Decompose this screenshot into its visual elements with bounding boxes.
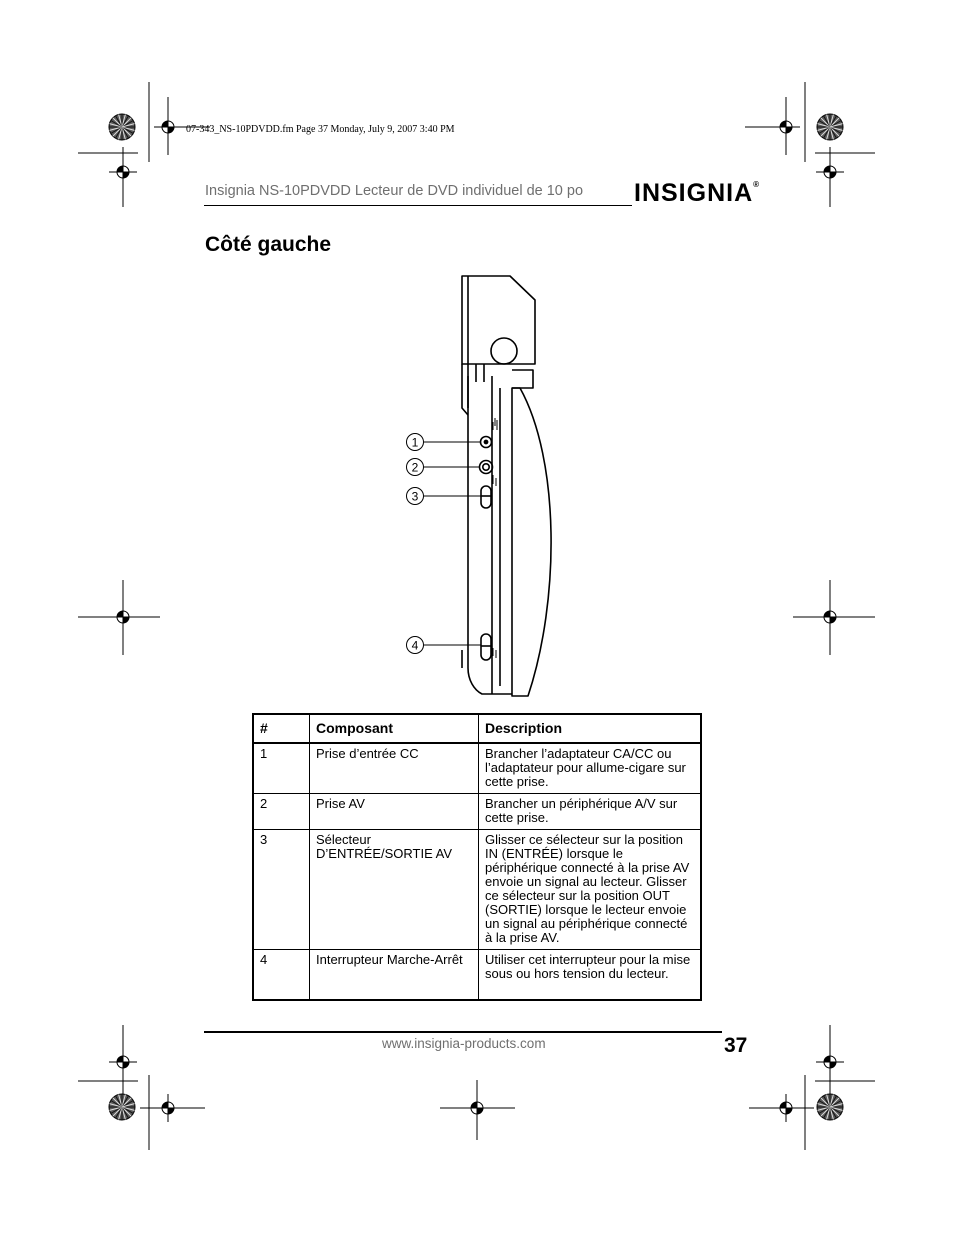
callout-2: 2 xyxy=(411,460,419,475)
callout-1: 1 xyxy=(411,435,419,450)
cell-description: Utiliser cet interrupteur pour la mise sous ou hors tension du lecteur. xyxy=(479,950,702,1000)
cell-component: Sélecteur D’ENTRÉE/SORTIE AV xyxy=(310,830,479,950)
footer-rule xyxy=(204,1031,722,1033)
column-header-description: Description xyxy=(479,714,702,743)
cell-number: 4 xyxy=(253,950,310,1000)
cell-description: Brancher l’adaptateur CA/CC ou l’adaptateur pour allume-cigare sur cette prise. xyxy=(479,743,702,794)
running-header: Insignia NS-10PDVDD Lecteur de DVD individuel de 10 po xyxy=(205,183,584,199)
components-table xyxy=(252,713,702,1001)
cell-component: Prise AV xyxy=(310,794,479,830)
device-left-side-illustration xyxy=(400,270,560,700)
file-info-line: 07-343_NS-10PDVDD.fm Page 37 Monday, July 9, 2007 3:40 PM xyxy=(186,124,455,135)
cell-number: 3 xyxy=(253,830,310,950)
column-header-component: Composant xyxy=(310,714,479,743)
page-number: 37 xyxy=(724,1034,748,1057)
cell-description: Glisser ce sélecteur sur la position IN (ENTRÉE) lorsque le périphérique connecté à la prise AV envoie un signal au lecteur. Glisser ce sélecteur sur la position OUT (SORTIE) lorsque le lecteur envoie un signal au périphérique connecté à la prise AV. xyxy=(479,830,702,950)
table-row xyxy=(253,950,701,1000)
cell-number: 1 xyxy=(253,743,310,794)
column-header-number: # xyxy=(253,714,310,743)
callout-4: 4 xyxy=(411,638,419,653)
table-row xyxy=(253,743,701,794)
table-row xyxy=(253,794,701,830)
insignia-logo: INSIGNIA® xyxy=(634,179,760,207)
callout-3: 3 xyxy=(411,489,419,504)
cell-description: Brancher un périphérique A/V sur cette prise. xyxy=(479,794,702,830)
table-row xyxy=(253,830,701,950)
cell-component: Prise d’entrée CC xyxy=(310,743,479,794)
cell-number: 2 xyxy=(253,794,310,830)
table-header-row xyxy=(253,714,701,743)
section-title: Côté gauche xyxy=(205,233,332,256)
footer-url: www.insignia-products.com xyxy=(382,1036,546,1051)
header-rule xyxy=(204,205,632,206)
cell-component: Interrupteur Marche-Arrêt xyxy=(310,950,479,1000)
